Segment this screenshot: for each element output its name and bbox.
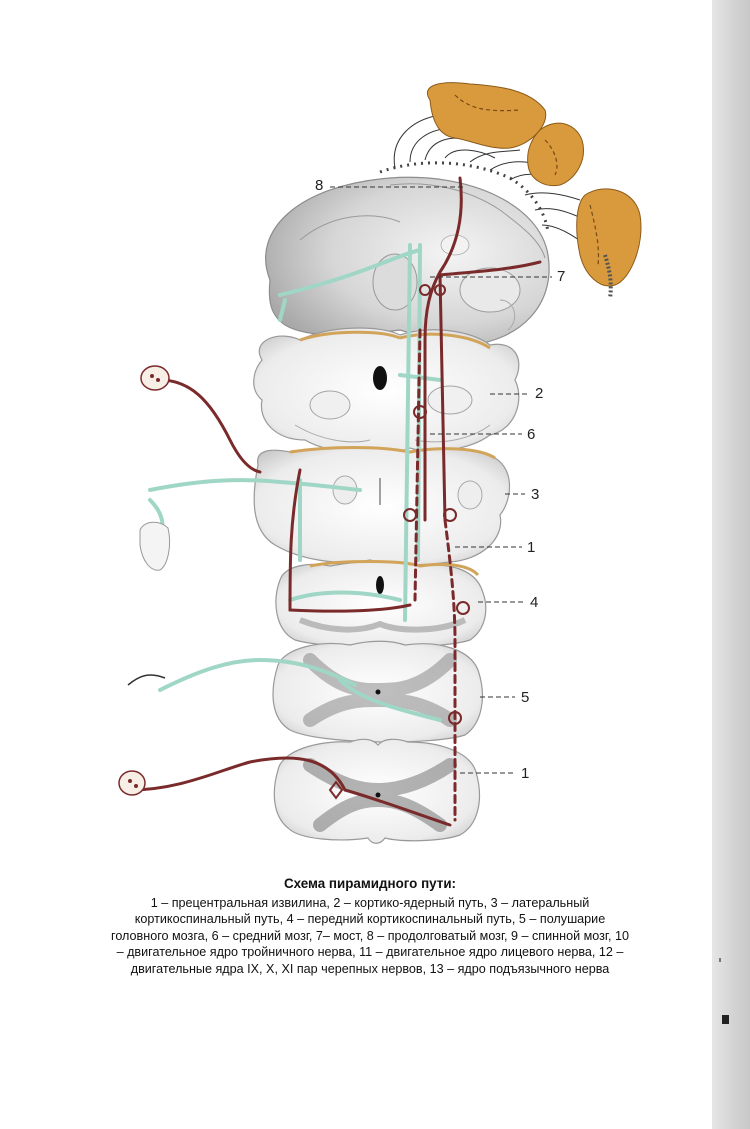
label-5: 5 (521, 689, 530, 706)
spinal-cord-upper-section (273, 641, 482, 742)
label-8: 8 (315, 177, 324, 194)
midbrain-section (254, 328, 519, 454)
scan-speck (719, 958, 721, 962)
scan-speck (722, 1015, 729, 1024)
label-1-upper: 1 (527, 539, 536, 556)
label-3: 3 (531, 486, 540, 503)
label-4: 4 (530, 594, 539, 611)
caption-body: 1 – прецентральная извилина, 2 – кортико-ядерный путь, 3 – латеральный кортикоспинальный путь, 4 – передний кортикоспинальный путь, 5 – полушарие головного мозга, 6 – средний мозг, 7– мост, 8 – продолговатый мозг, 9 – спинной мозг, 10 – двигательное ядро тройничного нерва, 11 – двигательное ядро лицевого нерва, 12 – двигательные ядра IX, X, XI пар черепных нервов, 13 – ядро подъязычного нерва (111, 895, 629, 976)
spinal-cord-lower-section (274, 739, 479, 843)
figure-caption (110, 876, 630, 978)
label-6: 6 (527, 426, 536, 443)
peripheral-targets (119, 366, 170, 795)
label-1-lower: 1 (521, 765, 530, 782)
label-7: 7 (557, 268, 566, 285)
label-2: 2 (535, 385, 544, 402)
caption-title: Схема пирамидного пути: (283, 876, 457, 891)
